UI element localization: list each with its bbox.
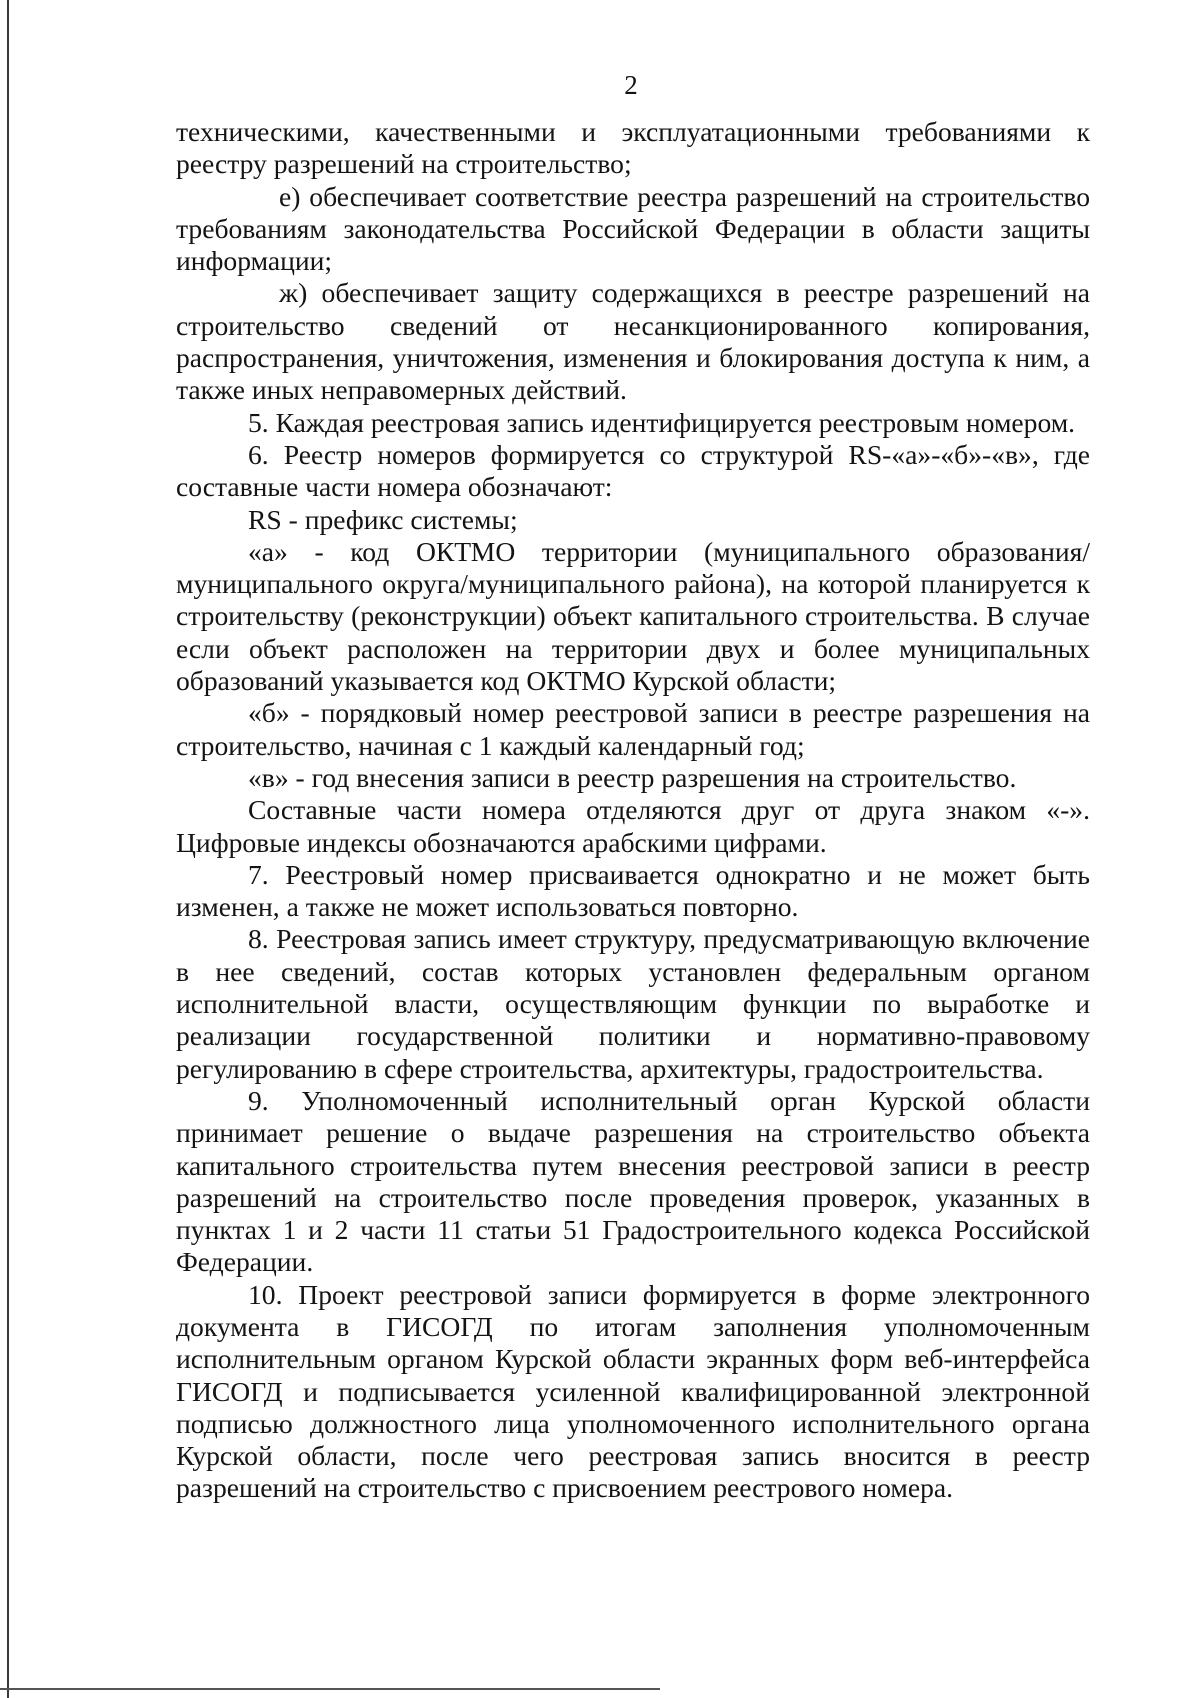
paragraph-rs-prefix: RS - префикс системы; (248, 503, 518, 535)
paragraph-9: 9. Уполномоченный исполнительный орган Курской области принимает решение о выдаче разрешения на строительство объекта капитального строительства путем внесения реестровой записи в реестр разрешений на строительство после проведения проверок, указанных в пунктах 1 и 2 части 11 статьи 51 Градостроительного кодекса Российской Федерации. (176, 1084, 1090, 1278)
page-bottom-edge (0, 1688, 660, 1690)
document-body (176, 116, 1090, 1505)
paragraph-item-zh: ж) обеспечивает защиту содержащихся в реестре разрешений на строительство сведений от несанкционированного копирования, распространения, уничтожения, изменения и блокирования доступа к ним, а также иных неправомерных действий. (176, 277, 1090, 406)
paragraph-7: 7. Реестровый номер присваивается однократно и не может быть изменен, а также не может использоваться повторно. (176, 858, 1090, 923)
page-left-edge (7, 0, 9, 1698)
paragraph-item-e: е) обеспечивает соответствие реестра разрешений на строительство требованиям законодательства Российской Федерации в области защиты информации; (176, 180, 1090, 277)
paragraph-10: 10. Проект реестровой записи формируется в форме электронного документа в ГИСОГД по итогам заполнения уполномоченным исполнительным органом Курской области экранных форм веб-интерфейса ГИСОГД и подписывается усиленной квалифицированной электронной подписью должностного лица уполномоченного исполнительного органа Курской области, после чего реестровая запись вносится в реестр разрешений на строительство с присвоением реестрового номера. (176, 1278, 1090, 1504)
paragraph-part-a: «а» - код ОКТМО территории (муниципального образования/муниципального округа/муниципального района), на которой планируется к строительству (реконструкции) объект капитального строительства. В случае если объект расположен на территории двух и более муниципальных образований указывается код ОКТМО Курской области; (176, 535, 1090, 697)
paragraph-separators: Составные части номера отделяются друг от друга знаком «-». Цифровые индексы обозначаются арабскими цифрами. (176, 794, 1090, 858)
paragraph-continuation: техническими, качественными и эксплуатационными требованиями к реестру разрешений на строительство; (176, 116, 1090, 180)
page-number: 2 (624, 70, 638, 100)
paragraph-6: 6. Реестр номеров формируется со структурой RS-«а»-«б»-«в», где составные части номера обозначают: (176, 438, 1090, 503)
paragraph-part-b: «б» - порядковый номер реестровой записи в реестре разрешения на строительство, начиная с 1 каждый календарный год; (176, 697, 1090, 761)
paragraph-5: 5. Каждая реестровая запись идентифицируется реестровым номером. (248, 406, 1076, 438)
paragraph-part-v: «в» - год внесения записи в реестр разрешения на строительство. (248, 761, 1017, 793)
paragraph-8: 8. Реестровая запись имеет структуру, предусматривающую включение в нее сведений, состав которых установлен федеральным органом исполнительной власти, осуществляющим функции по выработке и реализации государственной политики и нормативно-правовому регулированию в сфере строительства, архитектуры, градостроительства. (176, 923, 1090, 1084)
